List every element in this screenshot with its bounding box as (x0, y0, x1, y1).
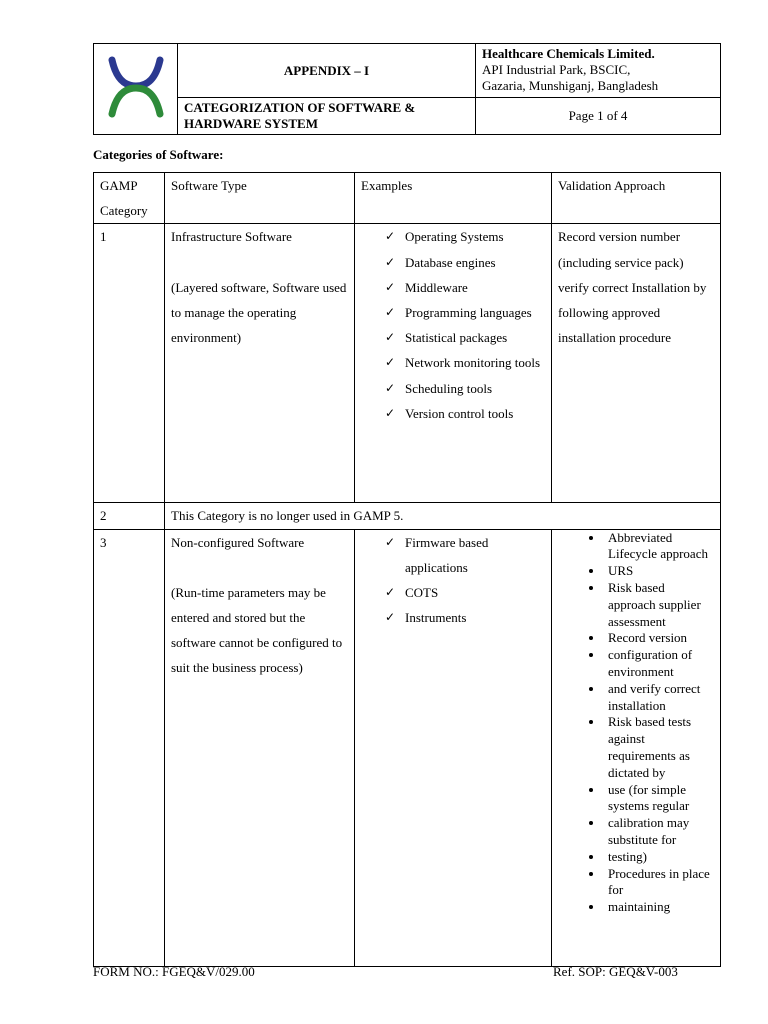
footer-form-number: FORM NO.: FGEQ&V/029.00 (93, 964, 255, 979)
example-text: Operating Systems (405, 229, 504, 245)
row1-type-note: (Layered software, Software used to manage the operating environment) (171, 279, 347, 346)
row1-approach: Record version number (including service pack) verify correct Installation by following approved installation procedure (552, 224, 721, 503)
header-software-type: Software Type (165, 173, 355, 224)
example-text: Version control tools (405, 405, 514, 421)
row3-examples (355, 529, 552, 966)
approach-item: • calibration may substitute for (604, 815, 714, 849)
approach-item: • testing) (604, 849, 714, 866)
row1-examples (355, 224, 552, 503)
row2-category: 2 (94, 503, 165, 529)
checkmark-icon: ✓ (385, 254, 396, 269)
footer-ref-sop: Ref. SOP: GEQ&V-003 (553, 964, 678, 979)
table-header-row (94, 173, 721, 224)
example-text: Programming languages (405, 305, 532, 321)
example-text: Database engines (405, 254, 496, 270)
example-text: Instruments (405, 610, 467, 626)
example-text: Middleware (405, 279, 468, 295)
table-row (94, 529, 721, 966)
row1-category: 1 (94, 224, 165, 503)
approach-item: • maintaining (604, 899, 714, 916)
example-item (385, 530, 545, 580)
example-item (385, 250, 545, 275)
approach-item: • Procedures in place for (604, 866, 714, 900)
approach-item: • configuration of environment (604, 647, 714, 681)
table-row (94, 224, 721, 503)
approach-item: • use (for simple systems regular (604, 782, 714, 816)
example-text: Scheduling tools (405, 380, 493, 396)
checkmark-icon: ✓ (385, 305, 396, 320)
row1-examples-list (361, 224, 545, 426)
example-item (385, 350, 545, 375)
checkmark-icon: ✓ (385, 585, 396, 600)
header-examples: Examples (355, 173, 552, 224)
checkmark-icon: ✓ (385, 380, 396, 395)
example-item (385, 401, 545, 426)
address-line-2: Gazaria, Munshiganj, Bangladesh (482, 78, 659, 93)
checkmark-icon: ✓ (385, 330, 396, 345)
example-item (385, 275, 545, 300)
row2-text: This Category is no longer used in GAMP 5. (165, 503, 721, 529)
checkmark-icon: ✓ (385, 229, 396, 244)
document-subtitle: CATEGORIZATION OF SOFTWARE & HARDWARE SYSTEM (178, 98, 476, 135)
row1-type-name: Infrastructure Software (171, 229, 292, 245)
example-text: COTS (405, 585, 439, 601)
approach-item: • and verify correct installation (604, 681, 714, 715)
checkmark-icon: ✓ (385, 610, 396, 625)
example-text: Statistical packages (405, 330, 508, 346)
row3-type (165, 529, 355, 966)
checkmark-icon: ✓ (385, 405, 396, 420)
section-title: Categories of Software: (93, 147, 224, 162)
example-item (385, 224, 545, 249)
example-item (385, 376, 545, 401)
page-number: Page 1 of 4 (476, 98, 721, 135)
approach-item: • Risk based tests against requirements as dictated by (604, 714, 714, 781)
example-item (385, 605, 545, 630)
approach-item: • Abbreviated Lifecycle approach (604, 530, 714, 564)
example-item (385, 300, 545, 325)
header-gamp-category: GAMP Category (94, 173, 165, 224)
document-header (93, 43, 721, 135)
company-name: Healthcare Chemicals Limited. (482, 46, 655, 61)
approach-item: • Record version (604, 630, 714, 647)
row1-type (165, 224, 355, 503)
example-text: Firmware based applications (405, 534, 489, 575)
approach-item: • Risk based approach supplier assessment (604, 580, 714, 630)
example-item (385, 325, 545, 350)
checkmark-icon: ✓ (385, 279, 396, 294)
address-line-1: API Industrial Park, BSCIC, (482, 62, 631, 77)
row3-approach-list (558, 530, 714, 916)
example-item (385, 580, 545, 605)
table-row (94, 503, 721, 529)
appendix-title: APPENDIX – I (178, 44, 476, 98)
checkmark-icon: ✓ (385, 355, 396, 370)
row3-type-name: Non-configured Software (171, 534, 305, 550)
row3-type-note: (Run-time parameters may be entered and stored but the software cannot be configured to suit the business process) (171, 584, 343, 676)
company-logo-icon (106, 56, 166, 118)
header-validation-approach: Validation Approach (552, 173, 721, 224)
row3-examples-list (361, 530, 545, 631)
checkmark-icon: ✓ (385, 534, 396, 549)
company-info (476, 44, 721, 98)
row3-category: 3 (94, 529, 165, 966)
row3-approach (552, 529, 721, 966)
approach-item: • URS (604, 563, 714, 580)
example-text: Network monitoring tools (405, 355, 541, 371)
software-categories-table (93, 172, 721, 967)
company-logo-cell (94, 44, 178, 135)
